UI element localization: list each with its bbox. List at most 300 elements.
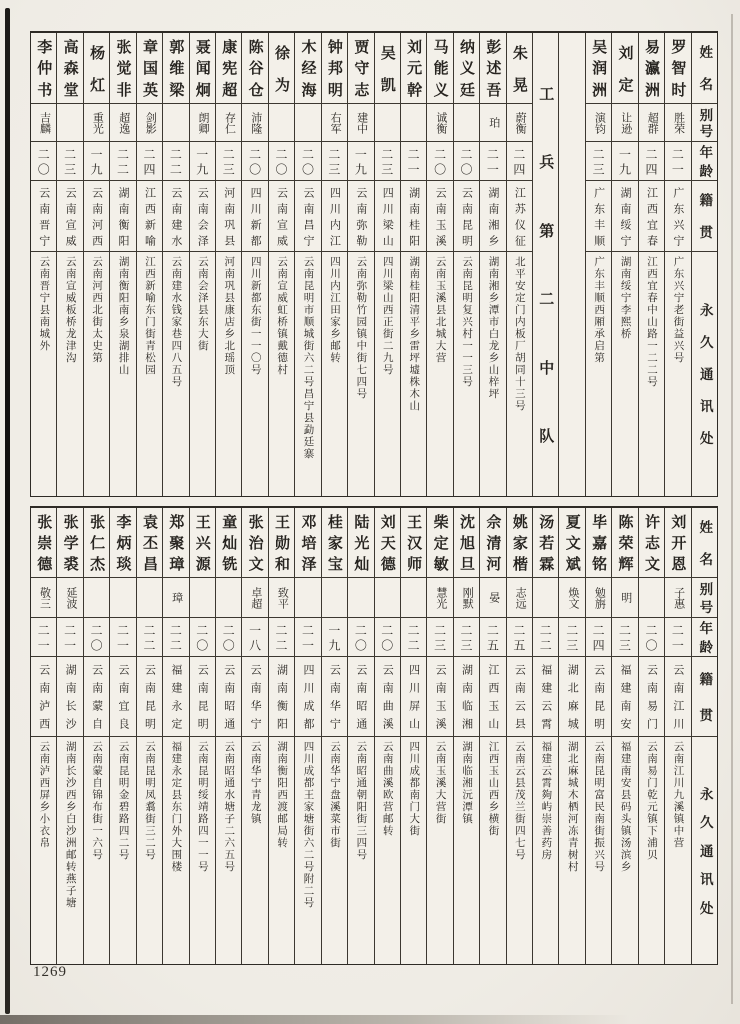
person-alias: 刚默	[454, 578, 479, 618]
person-alias	[322, 578, 347, 618]
person-column	[400, 508, 426, 964]
person-name: 高 森 堂	[57, 33, 82, 104]
person-name: 彭 述 吾	[480, 33, 505, 104]
person-native-place: 云 南 昭 通	[348, 657, 373, 737]
person-native-place: 湖 北 麻 城	[559, 657, 584, 737]
person-alias: 超逸	[110, 104, 135, 142]
person-alias	[533, 578, 558, 618]
unit-divider-label: 工 兵 第 二 中 队	[537, 85, 554, 444]
person-age: 二 〇	[84, 618, 109, 657]
person-address: 云南云县茂兰街四七号	[513, 741, 525, 861]
person-column	[162, 33, 188, 496]
person-column	[136, 508, 162, 964]
person-native-place: 湖 南 衡 阳	[269, 657, 294, 737]
person-column	[109, 508, 135, 964]
person-alias	[348, 578, 373, 618]
person-native-place: 四 川 内 江	[322, 181, 347, 252]
person-age: 一 九	[348, 142, 373, 181]
person-column	[294, 33, 320, 496]
person-native-place: 云 南 易 门	[639, 657, 664, 737]
person-address: 江西新喻东门街青松园	[144, 256, 155, 376]
person-column	[189, 508, 215, 964]
unit-divider-column	[532, 33, 558, 496]
person-alias: 珀	[480, 104, 505, 142]
person-column	[162, 508, 188, 964]
person-address: 云南昆明复兴村一一三号	[461, 256, 473, 388]
person-native-place: 云 南 华 宁	[242, 657, 267, 737]
person-column	[268, 33, 294, 496]
person-address: 福建南安县码头镇汤滨乡	[619, 741, 631, 873]
person-alias	[137, 578, 162, 618]
person-address: 云南宣威板桥龙津沟	[64, 256, 76, 364]
person-address: 云南华宁青龙镇	[249, 741, 261, 825]
person-age: 二 三	[216, 142, 241, 181]
person-column	[611, 33, 637, 496]
scan-edge-artifact-right	[731, 14, 733, 1004]
person-name: 李 仲 书	[31, 33, 56, 104]
person-age: 二 〇	[375, 618, 400, 657]
person-address: 云南昆明市顺城街六二号昌宁县勐廷寨	[302, 256, 314, 460]
person-address: 云南晋宁县南城外	[38, 256, 50, 352]
person-name: 马 能 义	[427, 33, 452, 104]
person-alias	[84, 578, 109, 618]
person-column	[31, 508, 56, 964]
person-column	[638, 508, 664, 964]
person-name: 袁 丕 昌	[137, 508, 162, 578]
person-age: 二 一	[665, 142, 690, 181]
person-address: 云南会泽县东大街	[196, 256, 208, 352]
person-column	[136, 33, 162, 496]
person-age: 二 三	[322, 142, 347, 181]
person-name: 郑 聚 璋	[163, 508, 188, 578]
person-name: 聂 闻 炯	[190, 33, 215, 104]
person-alias: 璋	[163, 578, 188, 618]
person-alias	[375, 578, 400, 618]
person-age: 二 三	[454, 618, 479, 657]
person-alias: 致平	[269, 578, 294, 618]
person-address: 湖南衡阳西渡邮局转	[276, 741, 288, 849]
person-name: 张 学 裘	[57, 508, 82, 578]
person-alias	[269, 104, 294, 142]
person-age: 二 三	[559, 618, 584, 657]
person-address: 云南蒙自锦布街一六号	[91, 741, 103, 861]
person-age: 二 二	[137, 618, 162, 657]
person-address: 湖南绥宁李熙桥	[619, 256, 631, 340]
header-native-place-label: 籍 贯	[692, 181, 717, 252]
person-native-place: 湖 南 桂 阳	[401, 181, 426, 252]
person-name: 佘 清 河	[480, 508, 505, 578]
person-name: 刘 元 幹	[401, 33, 426, 104]
person-native-place: 福 建 南 安	[612, 657, 637, 737]
person-name: 康 宪 超	[216, 33, 241, 104]
person-native-place: 云 南 昌 宁	[295, 181, 320, 252]
person-native-place: 云 南 宜 良	[110, 657, 135, 737]
person-age: 二 一	[57, 618, 82, 657]
person-column	[56, 33, 82, 496]
header-alias-label: 别 号	[692, 104, 717, 142]
person-age: 二 一	[480, 142, 505, 181]
person-name: 吴 润 洲	[586, 33, 611, 104]
person-name: 郭 维 梁	[163, 33, 188, 104]
person-name: 章 国 英	[137, 33, 162, 104]
person-column	[638, 33, 664, 496]
person-name: 夏 文 斌	[559, 508, 584, 578]
person-address: 云南华宁盘溪菜市街	[328, 741, 340, 849]
person-address: 河南巩县康店乡北瑶顶	[223, 256, 235, 376]
person-address: 湖南衡阳南乡泉湖排山	[117, 256, 129, 376]
person-column	[506, 508, 532, 964]
person-alias	[295, 578, 320, 618]
person-native-place: 广 东 丰 顺	[586, 181, 611, 252]
person-address: 云南宣威虹桥镇戴德村	[276, 256, 288, 376]
person-column	[374, 33, 400, 496]
person-address: 云南昆明凤翥街三二号	[144, 741, 155, 861]
person-native-place: 云 南 玉 溪	[427, 657, 452, 737]
person-name: 张 觉 非	[110, 33, 135, 104]
person-column	[479, 33, 505, 496]
header-column	[691, 508, 717, 964]
person-age: 二 一	[401, 142, 426, 181]
person-name: 徐 为	[269, 33, 294, 104]
person-name: 吴 凯	[375, 33, 400, 104]
roster-table-bottom	[30, 506, 718, 965]
person-address: 云南昆明金碧路四二号	[117, 741, 129, 861]
person-alias: 朗卿	[190, 104, 215, 142]
person-age: 二 〇	[454, 142, 479, 181]
header-name-label: 姓 名	[692, 33, 717, 104]
person-age: 一 九	[322, 618, 347, 657]
person-name: 张 崇 德	[31, 508, 56, 578]
person-name: 张 治 文	[242, 508, 267, 578]
person-column	[83, 508, 109, 964]
person-age: 二 〇	[269, 142, 294, 181]
person-column	[83, 33, 109, 496]
person-alias	[401, 104, 426, 142]
person-name: 毕 嘉 铭	[586, 508, 611, 578]
scan-edge-artifact-bottom	[0, 1015, 740, 1024]
person-alias: 志远	[507, 578, 532, 618]
person-age: 二 二	[401, 618, 426, 657]
person-name: 木 经 海	[295, 33, 320, 104]
person-alias: 慧光	[427, 578, 452, 618]
header-column	[691, 33, 717, 496]
person-age: 二 一	[31, 618, 56, 657]
person-age: 二 〇	[31, 142, 56, 181]
person-column	[400, 33, 426, 496]
person-age: 一 九	[612, 142, 637, 181]
person-column	[321, 508, 347, 964]
person-name: 刘 天 德	[375, 508, 400, 578]
person-column	[189, 33, 215, 496]
person-column	[453, 508, 479, 964]
person-alias	[639, 578, 664, 618]
person-alias: 吉麟	[31, 104, 56, 142]
person-age: 二 三	[57, 142, 82, 181]
person-native-place: 云 南 弥 勒	[348, 181, 373, 252]
person-name: 陈 荣 辉	[612, 508, 637, 578]
person-alias: 晏	[480, 578, 505, 618]
person-age: 二 三	[427, 618, 452, 657]
person-native-place: 云 南 晋 宁	[31, 181, 56, 252]
person-name: 汤 若 霖	[533, 508, 558, 578]
person-column	[109, 33, 135, 496]
person-name: 钟 邦 明	[322, 33, 347, 104]
person-native-place: 江 西 宜 春	[639, 181, 664, 252]
person-alias: 敬三	[31, 578, 56, 618]
person-column	[347, 508, 373, 964]
person-native-place: 江 西 玉 山	[480, 657, 505, 737]
person-alias: 让逊	[612, 104, 637, 142]
person-alias: 沛隆	[242, 104, 267, 142]
person-name: 罗 智 时	[665, 33, 690, 104]
person-native-place: 云 南 华 宁	[322, 657, 347, 737]
person-address: 湖北麻城木栖河冻青树村	[566, 741, 578, 873]
person-native-place: 云 南 河 西	[84, 181, 109, 252]
person-age: 二 三	[375, 142, 400, 181]
person-address: 云南易门乾元镇下浦贝	[646, 741, 658, 861]
person-native-place: 福 建 云 霄	[533, 657, 558, 737]
person-native-place: 云 南 昆 明	[137, 657, 162, 737]
person-column	[294, 508, 320, 964]
person-age: 二 四	[586, 618, 611, 657]
person-column	[558, 508, 584, 964]
person-name: 姚 家 楷	[507, 508, 532, 578]
person-name: 易 瀛 洲	[639, 33, 664, 104]
person-native-place: 云 南 玉 溪	[427, 181, 452, 252]
person-column	[611, 508, 637, 964]
person-name: 纳 义 廷	[454, 33, 479, 104]
person-name: 李 炳 琰	[110, 508, 135, 578]
person-alias	[163, 104, 188, 142]
person-age: 二 一	[110, 618, 135, 657]
person-age: 二 一	[295, 618, 320, 657]
person-age: 一 九	[190, 142, 215, 181]
person-alias: 剑影	[137, 104, 162, 142]
person-age: 一 八	[242, 618, 267, 657]
person-age: 二 三	[586, 142, 611, 181]
person-alias: 胜荣	[665, 104, 690, 142]
person-age: 二 二	[533, 618, 558, 657]
person-native-place: 四 川 成 都	[295, 657, 320, 737]
person-alias	[190, 578, 215, 618]
person-age: 二 〇	[427, 142, 452, 181]
person-address: 湖南桂阳清平乡雷坪墟株木山	[408, 256, 420, 412]
person-native-place: 云 南 会 泽	[190, 181, 215, 252]
person-alias: 子惠	[665, 578, 690, 618]
person-column	[585, 508, 611, 964]
person-name: 童 灿 铣	[216, 508, 241, 578]
person-age: 二 〇	[190, 618, 215, 657]
person-column	[374, 508, 400, 964]
person-native-place: 四 川 屏 山	[401, 657, 426, 737]
person-address: 云南江川九溪镇中营	[672, 741, 684, 849]
page-number: 1269	[33, 964, 67, 980]
person-column	[241, 33, 267, 496]
person-address: 云南玉溪县北城大营	[434, 256, 446, 364]
person-native-place: 湖 南 长 沙	[57, 657, 82, 737]
person-native-place: 云 南 曲 溪	[375, 657, 400, 737]
person-address: 云南河西北街太史第	[91, 256, 103, 364]
roster-table-top	[30, 31, 718, 497]
person-address: 福建永定县东门外大围楼	[170, 741, 182, 873]
person-address: 云南弥勒竹园镇中街七四号	[355, 256, 367, 400]
person-column	[347, 33, 373, 496]
person-native-place: 云 南 昆 明	[586, 657, 611, 737]
person-address: 云南昆明绥靖路四一一号	[196, 741, 208, 873]
person-name: 沈 旭 旦	[454, 508, 479, 578]
person-native-place: 湖 南 临 湘	[454, 657, 479, 737]
person-age: 二 〇	[348, 618, 373, 657]
header-age-label: 年 龄	[692, 618, 717, 657]
person-address: 四川新都东街一一〇号	[249, 256, 261, 376]
person-address: 北平安定门内板厂胡同十三号	[513, 256, 525, 412]
person-column	[56, 508, 82, 964]
person-name: 陆 光 灿	[348, 508, 373, 578]
person-age: 二 二	[110, 142, 135, 181]
person-native-place: 江 苏 仪 征	[507, 181, 532, 252]
scan-edge-artifact-left	[5, 8, 10, 1014]
person-native-place: 云 南 宣 威	[57, 181, 82, 252]
person-alias: 演钧	[586, 104, 611, 142]
person-column	[31, 33, 56, 496]
person-alias	[216, 578, 241, 618]
person-column	[268, 508, 294, 964]
person-name: 刘 开 恩	[665, 508, 690, 578]
person-name: 王 兴 源	[190, 508, 215, 578]
person-alias: 存仁	[216, 104, 241, 142]
person-native-place: 云 南 昆 明	[190, 657, 215, 737]
person-native-place: 湖 南 衡 阳	[110, 181, 135, 252]
person-address: 云南泸西屏乡小衣帛	[38, 741, 50, 849]
unit-divider-spacer-cell	[559, 33, 584, 496]
header-alias-label: 别 号	[692, 578, 717, 618]
person-name: 许 志 文	[639, 508, 664, 578]
person-address: 云南曲溪欧营邮转	[381, 741, 393, 837]
person-age: 二 〇	[242, 142, 267, 181]
person-column	[506, 33, 532, 496]
person-age: 二 五	[507, 618, 532, 657]
header-address-label: 永 久 通 讯 处	[697, 303, 713, 445]
person-column	[215, 508, 241, 964]
person-alias: 诚衡	[427, 104, 452, 142]
person-alias	[454, 104, 479, 142]
person-name: 刘 定	[612, 33, 637, 104]
person-alias: 右军	[322, 104, 347, 142]
person-age: 二 〇	[295, 142, 320, 181]
person-name: 桂 家 宝	[322, 508, 347, 578]
header-address-label: 永 久 通 讯 处	[697, 786, 713, 915]
person-name: 张 仁 杰	[84, 508, 109, 578]
person-native-place: 四 川 梁 山	[375, 181, 400, 252]
header-native-place-label: 籍 贯	[692, 657, 717, 737]
person-column	[532, 508, 558, 964]
person-address: 广东兴宁老街益兴号	[672, 256, 684, 364]
person-native-place: 云 南 蒙 自	[84, 657, 109, 737]
person-age: 二 三	[612, 618, 637, 657]
person-name: 王 勋 和	[269, 508, 294, 578]
person-alias: 重光	[84, 104, 109, 142]
person-name: 贾 守 志	[348, 33, 373, 104]
person-alias: 明	[612, 578, 637, 618]
person-address: 广东丰顺西厢承启第	[593, 256, 605, 364]
person-name: 邓 培 泽	[295, 508, 320, 578]
person-column	[426, 33, 452, 496]
unit-divider-spacer	[558, 33, 584, 496]
person-native-place: 河 南 巩 县	[216, 181, 241, 252]
person-age: 二 二	[163, 142, 188, 181]
person-address: 云南昭通水塘子二六五号	[223, 741, 235, 873]
person-alias	[57, 104, 82, 142]
person-column	[453, 33, 479, 496]
person-alias	[401, 578, 426, 618]
person-address: 云南昆明富民南街振兴号	[593, 741, 605, 873]
person-age: 二 一	[665, 618, 690, 657]
person-native-place: 四 川 新 都	[242, 181, 267, 252]
person-age: 二 四	[639, 142, 664, 181]
person-age: 二 二	[163, 618, 188, 657]
person-address: 云南建水钱家巷四八五号	[170, 256, 182, 388]
person-age: 一 九	[84, 142, 109, 181]
person-address: 湖南湘乡潭市白龙乡山梓坪	[487, 256, 499, 400]
person-alias: 蔚衡	[507, 104, 532, 142]
person-age: 二 〇	[639, 618, 664, 657]
person-alias: 超群	[639, 104, 664, 142]
person-alias	[110, 578, 135, 618]
person-alias: 延波	[57, 578, 82, 618]
person-name: 陈 谷 仓	[242, 33, 267, 104]
person-native-place: 湖 南 湘 乡	[480, 181, 505, 252]
header-name-label: 姓 名	[692, 508, 717, 578]
person-address: 江西玉山西乡横街	[487, 741, 499, 837]
person-column	[664, 33, 690, 496]
person-column	[479, 508, 505, 964]
person-age: 二 二	[269, 618, 294, 657]
person-column	[241, 508, 267, 964]
person-column	[664, 508, 690, 964]
person-alias: 焕文	[559, 578, 584, 618]
person-address: 江西宜春中山路一二二号	[646, 256, 658, 388]
person-alias: 建中	[348, 104, 373, 142]
person-address: 湖南长沙西乡白沙洲邮转燕子塘	[64, 741, 76, 909]
person-alias	[295, 104, 320, 142]
person-address: 云南昭通朝阳街三四号	[355, 741, 367, 861]
person-native-place: 云 南 泸 西	[31, 657, 56, 737]
person-native-place: 云 南 建 水	[163, 181, 188, 252]
person-age: 二 四	[137, 142, 162, 181]
person-address: 四川成都南门大街	[408, 741, 420, 837]
person-name: 王 汉 师	[401, 508, 426, 578]
person-alias	[375, 104, 400, 142]
person-age: 二 五	[480, 618, 505, 657]
person-name: 杨 灴	[84, 33, 109, 104]
person-native-place: 云 南 江 川	[665, 657, 690, 737]
person-name: 朱 晃	[507, 33, 532, 104]
person-age: 二 〇	[216, 618, 241, 657]
person-address: 福建云霄夠屿崇善药房	[540, 741, 552, 861]
person-native-place: 云 南 昭 通	[216, 657, 241, 737]
person-alias: 勉旃	[586, 578, 611, 618]
person-address: 云南玉溪大营街	[434, 741, 446, 825]
person-column	[426, 508, 452, 964]
person-address: 四川成都王家塘街六二号附二号	[302, 741, 314, 909]
person-native-place: 湖 南 绥 宁	[612, 181, 637, 252]
person-column	[585, 33, 611, 496]
person-address: 四川内江田家乡邮转	[328, 256, 340, 364]
person-native-place: 江 西 新 喻	[137, 181, 162, 252]
person-native-place: 广 东 兴 宁	[665, 181, 690, 252]
person-native-place: 福 建 永 定	[163, 657, 188, 737]
person-native-place: 云 南 昆 明	[454, 181, 479, 252]
